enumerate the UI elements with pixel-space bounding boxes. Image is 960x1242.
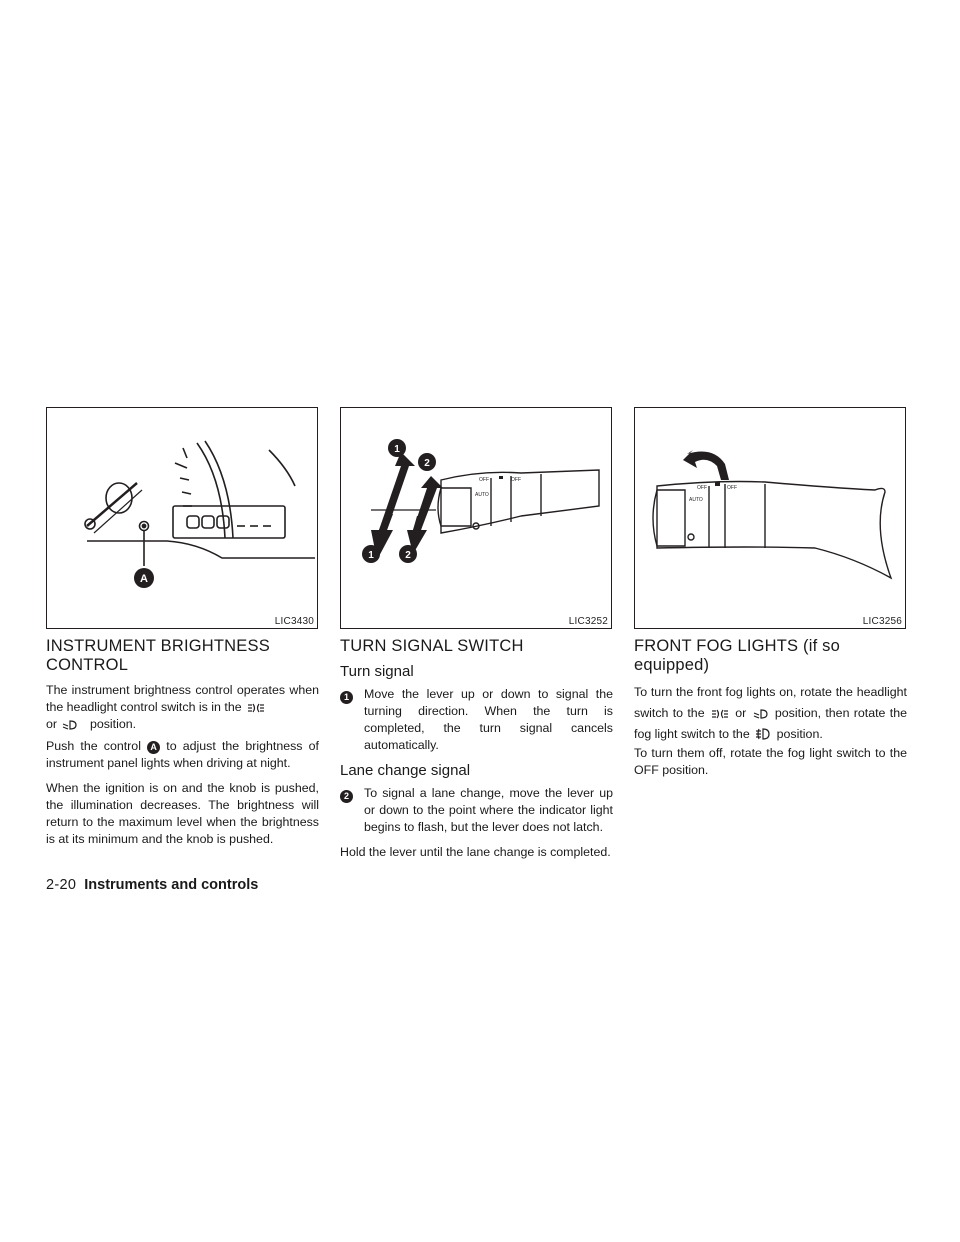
parking-light-icon <box>711 709 729 719</box>
section-heading-instrument-brightness <box>46 637 319 675</box>
switch-label-off-1: OFF <box>697 485 707 491</box>
p1-text-c: position. <box>89 717 137 731</box>
p2-text-a: Push the control <box>46 739 141 753</box>
p1-text-c: position, then rotate the fog light switch to the <box>634 706 907 741</box>
p1-text-a: To turn the front fog lights on, rotate the headlight switch to the <box>634 685 907 720</box>
turn-signal-lever-illustration <box>341 408 611 628</box>
column-instrument-brightness <box>46 637 319 848</box>
headlight-icon <box>753 709 769 719</box>
paragraph-hold-lever: Hold the lever until the lane change is completed. <box>340 845 611 859</box>
callout-2-top: 2 <box>424 458 430 469</box>
p1-text-b: or <box>735 706 747 720</box>
p2-text-b: to adjust the brightness of instrument panel lights when driving at night. <box>46 739 319 770</box>
paragraph-push-control <box>46 738 319 772</box>
step-lane-change <box>340 785 613 836</box>
section-title: Instruments and controls <box>84 877 259 893</box>
callout-a-label: A <box>140 573 148 585</box>
figure-code: LIC3256 <box>862 616 902 627</box>
paragraph-ignition-knob: When the ignition is on and the knob is pushed, the illumination decreases. The brightness will return to the maximum level when the brightness is at its minimum and the knob is pushed. <box>46 781 319 846</box>
figure-instrument-brightness <box>46 407 318 629</box>
section-heading-fog-lights: FRONT FOG LIGHTS (if so equipped) <box>634 637 840 674</box>
figure-fog-lights <box>634 407 906 629</box>
subheading-lane-change: Lane change signal <box>340 762 471 779</box>
heading-line-1: INSTRUMENT BRIGHTNESS <box>46 637 270 655</box>
step-turn-signal <box>340 686 613 754</box>
p1-text-d: position. <box>776 727 823 741</box>
callout-1-top: 1 <box>394 444 400 455</box>
rotate-arrow-icon <box>683 450 729 480</box>
section-heading-turn-signal: TURN SIGNAL SWITCH <box>340 637 524 655</box>
fog-light-switch-illustration <box>635 408 905 628</box>
figure-turn-signal <box>340 407 612 629</box>
column-fog-lights <box>634 637 907 779</box>
switch-label-off-1: OFF <box>479 477 489 483</box>
instrument-cluster-illustration <box>47 408 317 628</box>
page-footer <box>46 877 258 893</box>
subheading-turn-signal: Turn signal <box>340 663 414 680</box>
parking-light-icon <box>247 703 265 713</box>
headlight-icon <box>62 720 78 730</box>
marker-1-icon: 1 <box>340 691 353 704</box>
switch-label-auto: AUTO <box>475 492 489 498</box>
marker-a-icon: A <box>147 741 160 754</box>
step-number <box>340 686 364 754</box>
paragraph-headlight-position <box>46 682 319 733</box>
paragraph-fog-off: To turn them off, rotate the fog light switch to the OFF position. <box>634 746 907 777</box>
column-turn-signal <box>340 637 613 861</box>
step-text: To signal a lane change, move the lever up or down to the point where the indicator light begins to flash, but the lever does not latch. <box>364 786 613 834</box>
callout-2-bottom: 2 <box>405 550 411 561</box>
step-number <box>340 785 364 836</box>
callout-1-bottom: 1 <box>368 550 374 561</box>
switch-label-auto: AUTO <box>689 497 703 503</box>
paragraph-fog-on <box>634 682 907 745</box>
step-text: Move the lever up or down to signal the turning direction. When the turn is completed, the turn signal cancels automatically. <box>364 687 613 752</box>
figure-code: LIC3252 <box>568 616 608 627</box>
heading-line-2: CONTROL <box>46 656 129 674</box>
p1-text-a: The instrument brightness control operates when the headlight control switch is in the <box>46 683 319 714</box>
switch-label-off-2: OFF <box>727 485 737 491</box>
switch-label-off-2: OFF <box>511 477 521 483</box>
marker-2-icon: 2 <box>340 790 353 803</box>
p1-text-b: or <box>46 717 58 731</box>
figure-code: LIC3430 <box>274 616 314 627</box>
fog-light-icon <box>755 728 771 740</box>
page-number: 2-20 <box>46 877 77 893</box>
